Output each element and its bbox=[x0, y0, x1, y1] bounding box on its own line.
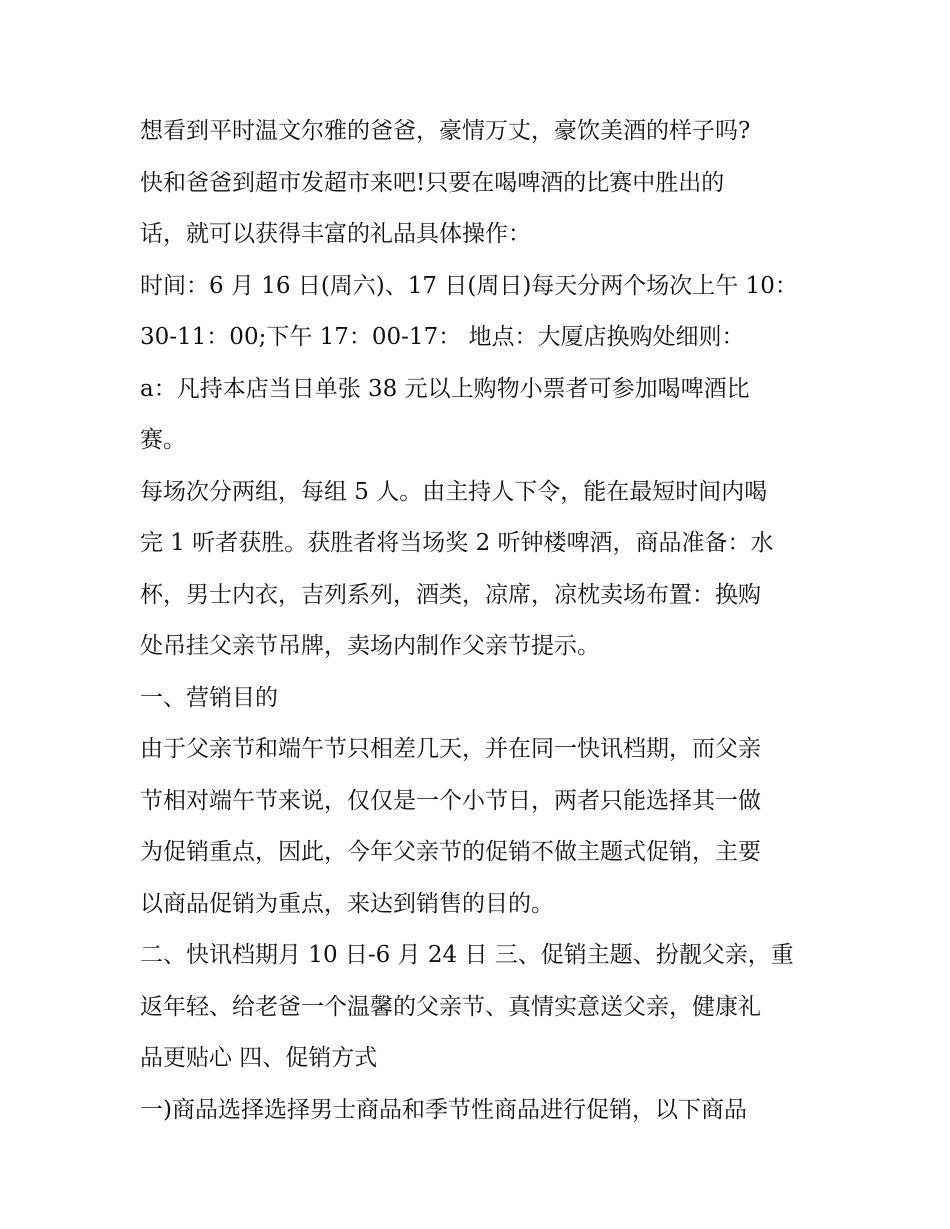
text-line: 快和爸爸到超市发超市来吧!只要在喝啤酒的比赛中胜出的 bbox=[140, 169, 725, 196]
text-line: 话，就可以获得丰富的礼品具体操作： bbox=[140, 221, 531, 247]
text-line: 赛。 bbox=[140, 427, 186, 453]
text-line: 时间：6 月 16 日(周六)、17 日(周日)每天分两个场次上午 10： bbox=[140, 272, 798, 299]
text-line: 完 1 听者获胜。获胜者将当场奖 2 听钟楼啤酒，商品准备：水 bbox=[140, 530, 774, 556]
text-line: 30-11：00;下午 17：00-17： 地点：大厦店换购处细则： bbox=[140, 324, 745, 350]
text-line: 处吊挂父亲节吊牌，卖场内制作父亲节提示。 bbox=[140, 633, 600, 659]
text-line: 二、快讯档期月 10 日-6 月 24 日 三、促销主题、扮靓父亲，重 bbox=[140, 942, 794, 968]
text-line: 节相对端午节来说，仅仅是一个小节日，两者只能选择其一做 bbox=[140, 787, 761, 814]
text-line: 一)商品选择选择男士商品和季节性商品进行促销，以下商品 bbox=[140, 1096, 747, 1123]
text-line: 以商品促销为重点，来达到销售的目的。 bbox=[140, 890, 554, 917]
text-line: 杯，男士内衣，吉列系列，酒类，凉席，凉枕卖场布置：换购 bbox=[140, 581, 761, 608]
text-line: 返年轻、给老爸一个温馨的父亲节、真情实意送父亲，健康礼 bbox=[140, 993, 761, 1020]
text-line: 品更贴心 四、促销方式 bbox=[140, 1045, 378, 1071]
section-heading: 一、营销目的 bbox=[140, 684, 278, 711]
text-line: 由于父亲节和端午节只相差几天，并在同一快讯档期，而父亲 bbox=[140, 736, 761, 762]
document-body bbox=[140, 106, 820, 1136]
text-line: a：凡持本店当日单张 38 元以上购物小票者可参加喝啤酒比 bbox=[140, 375, 750, 402]
text-line: 为促销重点，因此，今年父亲节的促销不做主题式促销，主要 bbox=[140, 839, 761, 865]
text-line: 每场次分两组，每组 5 人。由主持人下令，能在最短时间内喝 bbox=[140, 478, 768, 505]
text-line: 想看到平时温文尔雅的爸爸，豪情万丈，豪饮美酒的样子吗? bbox=[140, 118, 751, 144]
